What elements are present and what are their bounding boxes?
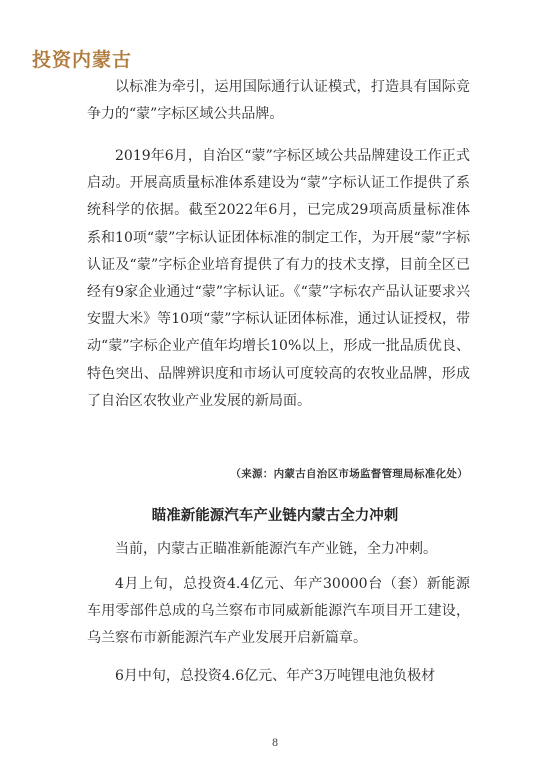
paragraph-mengzibiao: 2019年6月，自治区“蒙”字标区域公共品牌建设工作正式启动。开展高质量标准体系建设为“蒙”字标认证工作提供了系统科学的依据。截至2022年6月，已完成29项高质量标准体系和10项“蒙”字标认证团体标准的制定工作，为开展“蒙”字标认证及“蒙”字标企业培育提供了有力的技术支撑，目前全区已经有9家企业通过“蒙”字标认证。《“蒙”字标农产品认证要求兴安盟大米》等10项“蒙”字标认证团体标准，通过认证授权，带动“蒙”字标企业产值年均增长10%以上，形成一批品质优良、特色突出、品牌辨识度和市场认可度较高的农牧业品牌，形成了自治区农牧业产业发展的新局面。 [87, 148, 470, 409]
section-title: 瞄准新能源汽车产业链内蒙古全力冲刺 [151, 508, 399, 524]
source-note: （来源：内蒙古自治区市场监督管理局标准化处） [230, 468, 468, 480]
paragraph-ev-intro: 当前，内蒙古正瞄准新能源汽车产业链，全力冲刺。 [115, 541, 437, 557]
page-header-title: 投资内蒙古 [32, 49, 133, 71]
paragraph-ev-june: 6月中旬，总投资4.6亿元、年产3万吨锂电池负极材 [115, 668, 436, 684]
paragraph-ev-april: 4月上旬，总投资4.4亿元、年产30000台（套）新能源车用零部件总成的乌兰察布市同威新能源汽车项目开工建设，乌兰察布市新能源汽车产业发展开启新篇章。 [87, 576, 470, 647]
page-number: 8 [271, 738, 279, 749]
paragraph-intro: 以标准为牵引，运用国际通行认证模式，打造具有国际竞争力的“蒙”字标区域公共品牌。 [87, 79, 470, 123]
